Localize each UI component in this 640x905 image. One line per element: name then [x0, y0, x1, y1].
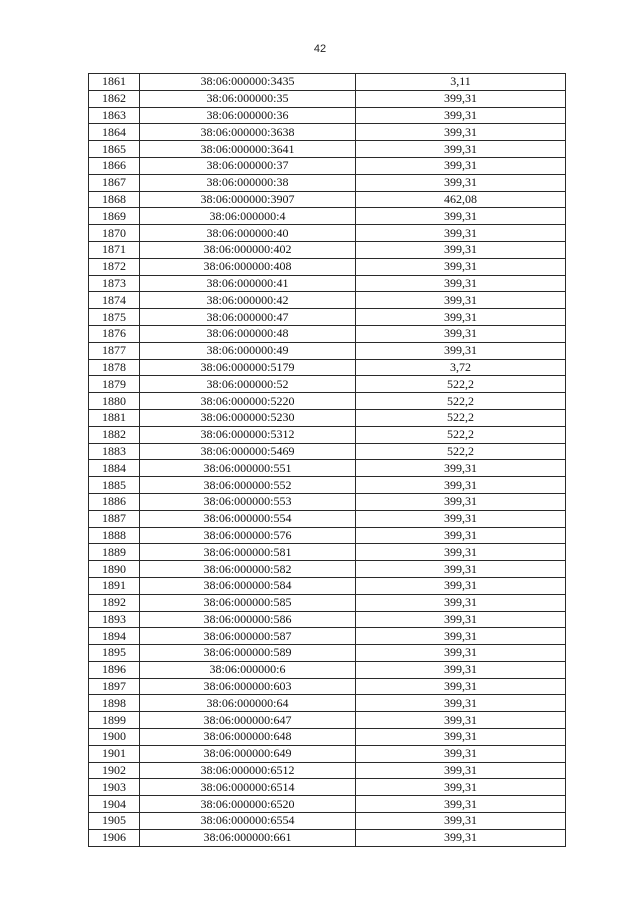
cadastral-number-cell: 38:06:000000:585	[140, 594, 356, 611]
table-row	[89, 577, 566, 594]
cadastral-number-cell: 38:06:000000:35	[140, 90, 356, 107]
table-row	[89, 342, 566, 359]
value-cell: 522,2	[356, 409, 566, 426]
cadastral-number-cell: 38:06:000000:582	[140, 561, 356, 578]
cadastral-number-cell: 38:06:000000:589	[140, 645, 356, 662]
table-row	[89, 460, 566, 477]
row-number-cell: 1883	[89, 443, 140, 460]
row-number-cell: 1881	[89, 409, 140, 426]
row-number-cell: 1899	[89, 712, 140, 729]
cadastral-number-cell: 38:06:000000:402	[140, 241, 356, 258]
value-cell: 399,31	[356, 493, 566, 510]
row-number-cell: 1895	[89, 645, 140, 662]
value-cell: 399,31	[356, 510, 566, 527]
table-row	[89, 443, 566, 460]
value-cell: 399,31	[356, 745, 566, 762]
row-number-cell: 1870	[89, 225, 140, 242]
cadastral-number-cell: 38:06:000000:5469	[140, 443, 356, 460]
value-cell: 399,31	[356, 829, 566, 846]
cadastral-number-cell: 38:06:000000:49	[140, 342, 356, 359]
table-row	[89, 275, 566, 292]
cadastral-number-cell: 38:06:000000:36	[140, 107, 356, 124]
cadastral-number-cell: 38:06:000000:6520	[140, 796, 356, 813]
table-row	[89, 107, 566, 124]
row-number-cell: 1877	[89, 342, 140, 359]
cadastral-number-cell: 38:06:000000:47	[140, 309, 356, 326]
cadastral-number-cell: 38:06:000000:37	[140, 157, 356, 174]
cadastral-number-cell: 38:06:000000:584	[140, 577, 356, 594]
cadastral-number-cell: 38:06:000000:408	[140, 258, 356, 275]
row-number-cell: 1897	[89, 678, 140, 695]
cadastral-number-cell: 38:06:000000:6512	[140, 762, 356, 779]
value-cell: 399,31	[356, 107, 566, 124]
value-cell: 399,31	[356, 762, 566, 779]
value-cell: 399,31	[356, 157, 566, 174]
cadastral-number-cell: 38:06:000000:551	[140, 460, 356, 477]
cadastral-number-cell: 38:06:000000:581	[140, 544, 356, 561]
value-cell: 399,31	[356, 695, 566, 712]
value-cell: 399,31	[356, 813, 566, 830]
table-row	[89, 829, 566, 846]
table-row	[89, 477, 566, 494]
value-cell: 522,2	[356, 393, 566, 410]
value-cell: 399,31	[356, 544, 566, 561]
registry-table	[88, 73, 566, 847]
cadastral-number-cell: 38:06:000000:576	[140, 527, 356, 544]
table-row	[89, 813, 566, 830]
row-number-cell: 1900	[89, 729, 140, 746]
cadastral-number-cell: 38:06:000000:3435	[140, 74, 356, 91]
row-number-cell: 1867	[89, 174, 140, 191]
row-number-cell: 1905	[89, 813, 140, 830]
cadastral-number-cell: 38:06:000000:5220	[140, 393, 356, 410]
cadastral-number-cell: 38:06:000000:587	[140, 628, 356, 645]
cadastral-number-cell: 38:06:000000:64	[140, 695, 356, 712]
row-number-cell: 1898	[89, 695, 140, 712]
row-number-cell: 1868	[89, 191, 140, 208]
row-number-cell: 1893	[89, 611, 140, 628]
value-cell: 399,31	[356, 628, 566, 645]
cadastral-number-cell: 38:06:000000:4	[140, 208, 356, 225]
table-row	[89, 208, 566, 225]
cadastral-number-cell: 38:06:000000:586	[140, 611, 356, 628]
value-cell: 399,31	[356, 325, 566, 342]
table-row	[89, 124, 566, 141]
table-row	[89, 174, 566, 191]
table-row	[89, 527, 566, 544]
value-cell: 399,31	[356, 661, 566, 678]
value-cell: 399,31	[356, 796, 566, 813]
value-cell: 522,2	[356, 443, 566, 460]
table-row	[89, 544, 566, 561]
value-cell: 399,31	[356, 678, 566, 695]
row-number-cell: 1871	[89, 241, 140, 258]
value-cell: 399,31	[356, 342, 566, 359]
table-row	[89, 493, 566, 510]
value-cell: 399,31	[356, 594, 566, 611]
cadastral-number-cell: 38:06:000000:38	[140, 174, 356, 191]
value-cell: 399,31	[356, 779, 566, 796]
value-cell: 399,31	[356, 309, 566, 326]
cadastral-number-cell: 38:06:000000:41	[140, 275, 356, 292]
row-number-cell: 1886	[89, 493, 140, 510]
table-row	[89, 74, 566, 91]
row-number-cell: 1861	[89, 74, 140, 91]
table-row	[89, 745, 566, 762]
value-cell: 399,31	[356, 729, 566, 746]
cadastral-number-cell: 38:06:000000:3641	[140, 141, 356, 158]
row-number-cell: 1891	[89, 577, 140, 594]
table-row	[89, 678, 566, 695]
value-cell: 399,31	[356, 292, 566, 309]
row-number-cell: 1882	[89, 426, 140, 443]
cadastral-number-cell: 38:06:000000:5179	[140, 359, 356, 376]
row-number-cell: 1873	[89, 275, 140, 292]
cadastral-number-cell: 38:06:000000:6514	[140, 779, 356, 796]
value-cell: 399,31	[356, 460, 566, 477]
cadastral-number-cell: 38:06:000000:554	[140, 510, 356, 527]
row-number-cell: 1889	[89, 544, 140, 561]
value-cell: 399,31	[356, 712, 566, 729]
row-number-cell: 1903	[89, 779, 140, 796]
value-cell: 399,31	[356, 174, 566, 191]
row-number-cell: 1894	[89, 628, 140, 645]
cadastral-number-cell: 38:06:000000:552	[140, 477, 356, 494]
cadastral-number-cell: 38:06:000000:603	[140, 678, 356, 695]
value-cell: 399,31	[356, 208, 566, 225]
table-row	[89, 409, 566, 426]
table-row	[89, 426, 566, 443]
value-cell: 399,31	[356, 645, 566, 662]
row-number-cell: 1866	[89, 157, 140, 174]
cadastral-number-cell: 38:06:000000:6554	[140, 813, 356, 830]
cadastral-number-cell: 38:06:000000:42	[140, 292, 356, 309]
row-number-cell: 1865	[89, 141, 140, 158]
row-number-cell: 1879	[89, 376, 140, 393]
row-number-cell: 1896	[89, 661, 140, 678]
value-cell: 462,08	[356, 191, 566, 208]
table-row	[89, 258, 566, 275]
value-cell: 399,31	[356, 561, 566, 578]
row-number-cell: 1878	[89, 359, 140, 376]
table-row	[89, 90, 566, 107]
cadastral-number-cell: 38:06:000000:40	[140, 225, 356, 242]
cadastral-number-cell: 38:06:000000:3907	[140, 191, 356, 208]
table-row	[89, 157, 566, 174]
row-number-cell: 1862	[89, 90, 140, 107]
row-number-cell: 1890	[89, 561, 140, 578]
table-row	[89, 762, 566, 779]
value-cell: 3,11	[356, 74, 566, 91]
table-row	[89, 561, 566, 578]
cadastral-number-cell: 38:06:000000:649	[140, 745, 356, 762]
table-row	[89, 779, 566, 796]
table-row	[89, 661, 566, 678]
row-number-cell: 1892	[89, 594, 140, 611]
row-number-cell: 1875	[89, 309, 140, 326]
table-row	[89, 376, 566, 393]
table-row	[89, 359, 566, 376]
row-number-cell: 1884	[89, 460, 140, 477]
table-row	[89, 393, 566, 410]
table-row	[89, 628, 566, 645]
value-cell: 399,31	[356, 275, 566, 292]
table-row	[89, 292, 566, 309]
table-row	[89, 225, 566, 242]
table-row	[89, 241, 566, 258]
value-cell: 522,2	[356, 426, 566, 443]
value-cell: 399,31	[356, 90, 566, 107]
cadastral-number-cell: 38:06:000000:647	[140, 712, 356, 729]
value-cell: 399,31	[356, 258, 566, 275]
table-row	[89, 510, 566, 527]
row-number-cell: 1872	[89, 258, 140, 275]
table-row	[89, 611, 566, 628]
value-cell: 399,31	[356, 527, 566, 544]
value-cell: 399,31	[356, 225, 566, 242]
table-row	[89, 141, 566, 158]
table-row	[89, 729, 566, 746]
cadastral-number-cell: 38:06:000000:6	[140, 661, 356, 678]
row-number-cell: 1888	[89, 527, 140, 544]
row-number-cell: 1863	[89, 107, 140, 124]
value-cell: 399,31	[356, 241, 566, 258]
cadastral-number-cell: 38:06:000000:52	[140, 376, 356, 393]
value-cell: 522,2	[356, 376, 566, 393]
cadastral-number-cell: 38:06:000000:648	[140, 729, 356, 746]
table-row	[89, 645, 566, 662]
row-number-cell: 1880	[89, 393, 140, 410]
cadastral-number-cell: 38:06:000000:553	[140, 493, 356, 510]
row-number-cell: 1901	[89, 745, 140, 762]
registry-table-body	[89, 74, 566, 847]
value-cell: 3,72	[356, 359, 566, 376]
cadastral-number-cell: 38:06:000000:5312	[140, 426, 356, 443]
table-row	[89, 309, 566, 326]
cadastral-number-cell: 38:06:000000:3638	[140, 124, 356, 141]
table-row	[89, 796, 566, 813]
row-number-cell: 1887	[89, 510, 140, 527]
value-cell: 399,31	[356, 477, 566, 494]
row-number-cell: 1864	[89, 124, 140, 141]
row-number-cell: 1874	[89, 292, 140, 309]
value-cell: 399,31	[356, 141, 566, 158]
value-cell: 399,31	[356, 611, 566, 628]
page-number: 42	[313, 43, 327, 55]
row-number-cell: 1902	[89, 762, 140, 779]
table-row	[89, 594, 566, 611]
table-row	[89, 712, 566, 729]
row-number-cell: 1869	[89, 208, 140, 225]
table-row	[89, 325, 566, 342]
row-number-cell: 1885	[89, 477, 140, 494]
value-cell: 399,31	[356, 577, 566, 594]
row-number-cell: 1906	[89, 829, 140, 846]
table-row	[89, 191, 566, 208]
row-number-cell: 1904	[89, 796, 140, 813]
value-cell: 399,31	[356, 124, 566, 141]
cadastral-number-cell: 38:06:000000:48	[140, 325, 356, 342]
row-number-cell: 1876	[89, 325, 140, 342]
cadastral-number-cell: 38:06:000000:661	[140, 829, 356, 846]
table-row	[89, 695, 566, 712]
cadastral-number-cell: 38:06:000000:5230	[140, 409, 356, 426]
